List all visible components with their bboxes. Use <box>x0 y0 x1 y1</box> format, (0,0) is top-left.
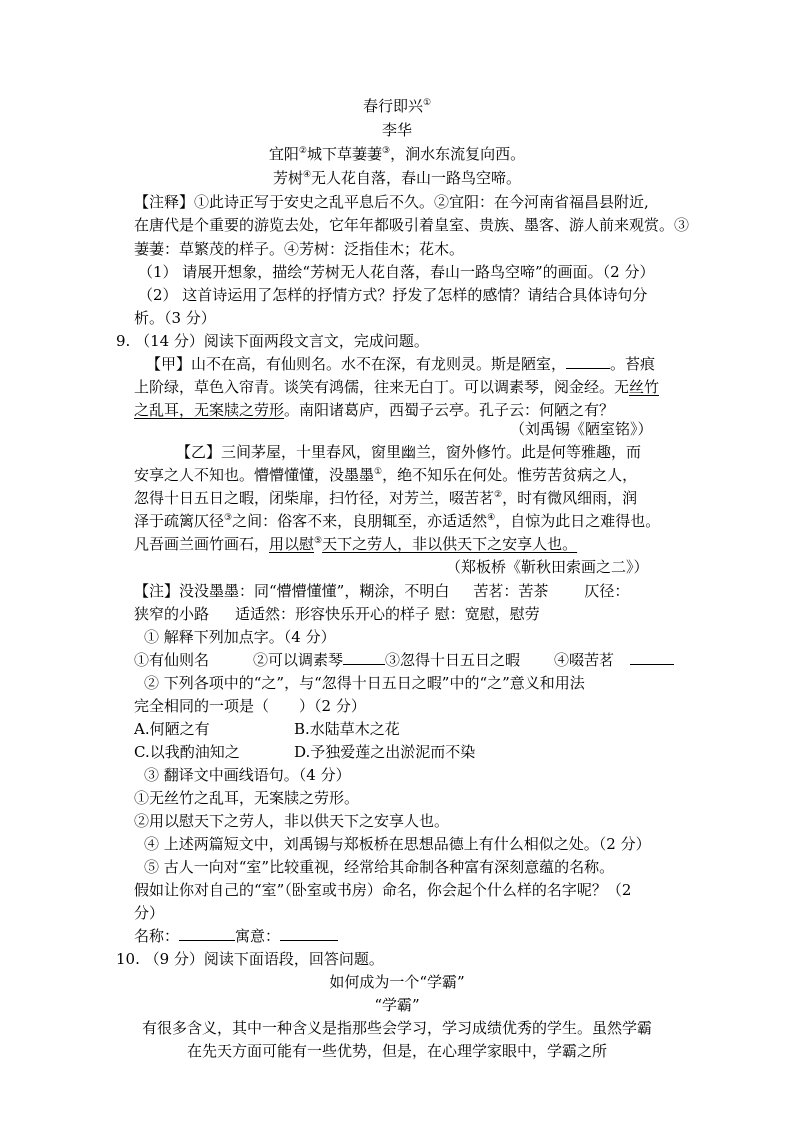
yi-line-1: 【乙】三间茅屋，十里春风，窗里幽兰，窗外修竹。此是何等雅趣，而 <box>176 443 642 461</box>
note-line-1: 【注】没没墨墨：同“懵懵懂懂”，糊涂，不明白 苦茗：苦茶 仄径： <box>134 582 630 600</box>
poem-title: 春行即兴① <box>362 97 432 115</box>
annotation-line-2: 在唐代是个重要的游览去处，它年年都吸引着皇室、贵族、墨客、游人前来观赏。③ <box>134 216 690 234</box>
yi-source: （郑板桥《靳秋田索画之二》） <box>446 558 649 576</box>
q8-sub-2: （2） 这首诗运用了怎样的抒情方式？抒发了怎样的感情？请结合具体诗句分 <box>138 286 648 304</box>
jia-line-1: 【甲】山不在高，有仙则名。水不在深，有龙则灵。斯是陋室， 。苔痕 <box>146 355 656 373</box>
poem-line-2: 芳树④无人花自落，春山一路鸟空啼。 <box>272 169 522 187</box>
q8-sub-1: （1） 请展开想象，描绘“芳树无人花自落，春山一路鸟空啼”的画面。（2 分） <box>138 263 655 281</box>
q10-para-1: 有很多含义，其中一种含义是指那些会学习，学习成绩优秀的学生。虽然学霸 <box>141 1019 652 1037</box>
s1-blank-2[interactable] <box>343 650 385 665</box>
annotation-line-3: 萋萋：草繁茂的样子。④芳树：泛指佳木；花木。 <box>134 240 465 258</box>
s5-line-1: ⑤ 古人一向对“室”比较重视，经常给其命制各种富有深刻意蕴的名称。 <box>144 858 615 876</box>
poem-author: 李华 <box>381 121 412 139</box>
s5-line-3: 分） <box>134 904 165 922</box>
jia-line-3: 之乱耳，无案牍之劳形。南阳诸葛庐，西蜀子云亭。孔子云：何陋之有？ <box>134 401 615 419</box>
s5-line-2: 假如让你对自己的“室”（卧室或书房）命名，你会起个什么样的名字呢？（2 <box>134 881 632 899</box>
q10-para-2: 在先天方面可能有一些优势，但是，在心理学家眼中，学霸之所 <box>186 1042 607 1060</box>
q8-sub-2-cont: 析。（3 分） <box>134 309 216 327</box>
s5-answer-row: 名称： 寓意： <box>134 925 338 947</box>
s2-option-d[interactable]: D.予独爱莲之出淤泥而不染 <box>294 743 476 761</box>
s2-option-b[interactable]: B.水陆草木之花 <box>294 720 400 738</box>
s2-option-c[interactable]: C.以我酌油知之 <box>134 743 240 761</box>
s2-line-2: 完全相同的一项是（ ）（2 分） <box>134 697 366 715</box>
s3-item-1: ①无丝竹之乱耳，无案牍之劳形。 <box>134 789 360 807</box>
name-blank[interactable] <box>179 926 235 941</box>
yi-line-4: 泽于疏篱仄径③之间：俗客不来，良朋辄至，亦适适然④，自惊为此日之难得也。 <box>134 512 661 530</box>
yi-line-5: 凡吾画兰画竹画石，用以慰⑤天下之劳人，非以供天下之安享人也。 <box>134 535 578 553</box>
q10-term: “学霸” <box>374 996 420 1014</box>
s1-items: ①有仙则名 ②可以调素琴 ③忽得十日五日之暇 ④啜苦茗 <box>134 649 674 671</box>
s3-title: ③ 翻译文中画线语句。（4 分） <box>144 766 351 784</box>
poem-line-1: 宜阳②城下草萋萋③，涧水东流复向西。 <box>268 145 526 163</box>
jia-source: （刘禹锡《陋室铭》） <box>510 420 653 438</box>
jia-line-2: 上阶绿，草色入帘青。谈笑有鸿儒，往来无白丁。可以调素琴，阅金经。无丝竹 <box>134 378 660 396</box>
jia-blank[interactable] <box>566 354 610 369</box>
q10-header: 10. （9 分）阅读下面语段，回答问题。 <box>116 950 384 968</box>
meaning-blank[interactable] <box>280 926 338 941</box>
s3-item-2: ②用以慰天下之劳人，非以供天下之安享人也。 <box>134 812 450 830</box>
yi-line-3: 忽得十日五日之暇，闭柴扉，扫竹径，对芳兰，啜苦茗②，时有微风细雨，润 <box>134 489 638 507</box>
q9-header: 9. （14 分）阅读下面两段文言文，完成问题。 <box>116 332 429 350</box>
s2-option-a[interactable]: A.何陋之有 <box>134 720 210 738</box>
q10-title: 如何成为一个“学霸” <box>329 973 465 991</box>
yi-line-2: 安享之人不知也。懵懵懂懂，没墨墨①，绝不知乐在何处。惟劳苦贫病之人， <box>134 466 638 484</box>
s1-blank-4[interactable] <box>630 650 674 665</box>
s4: ④ 上述两篇短文中，刘禹锡与郑板桥在思想品德上有什么相似之处。（2 分） <box>144 835 651 853</box>
s1-title: ① 解释下列加点字。（4 分） <box>144 628 336 646</box>
annotation-line-1: 【注释】①此诗正写于安史之乱平息后不久。②宜阳：在今河南省福昌县附近, <box>134 193 649 211</box>
s2-line-1: ② 下列各项中的“之”，与“忽得十日五日之暇”中的“之”意义和用法 <box>144 674 585 692</box>
note-line-2: 狭窄的小路 适适然：形容快乐开心的样子 慰：宽慰，慰劳 <box>134 605 540 623</box>
